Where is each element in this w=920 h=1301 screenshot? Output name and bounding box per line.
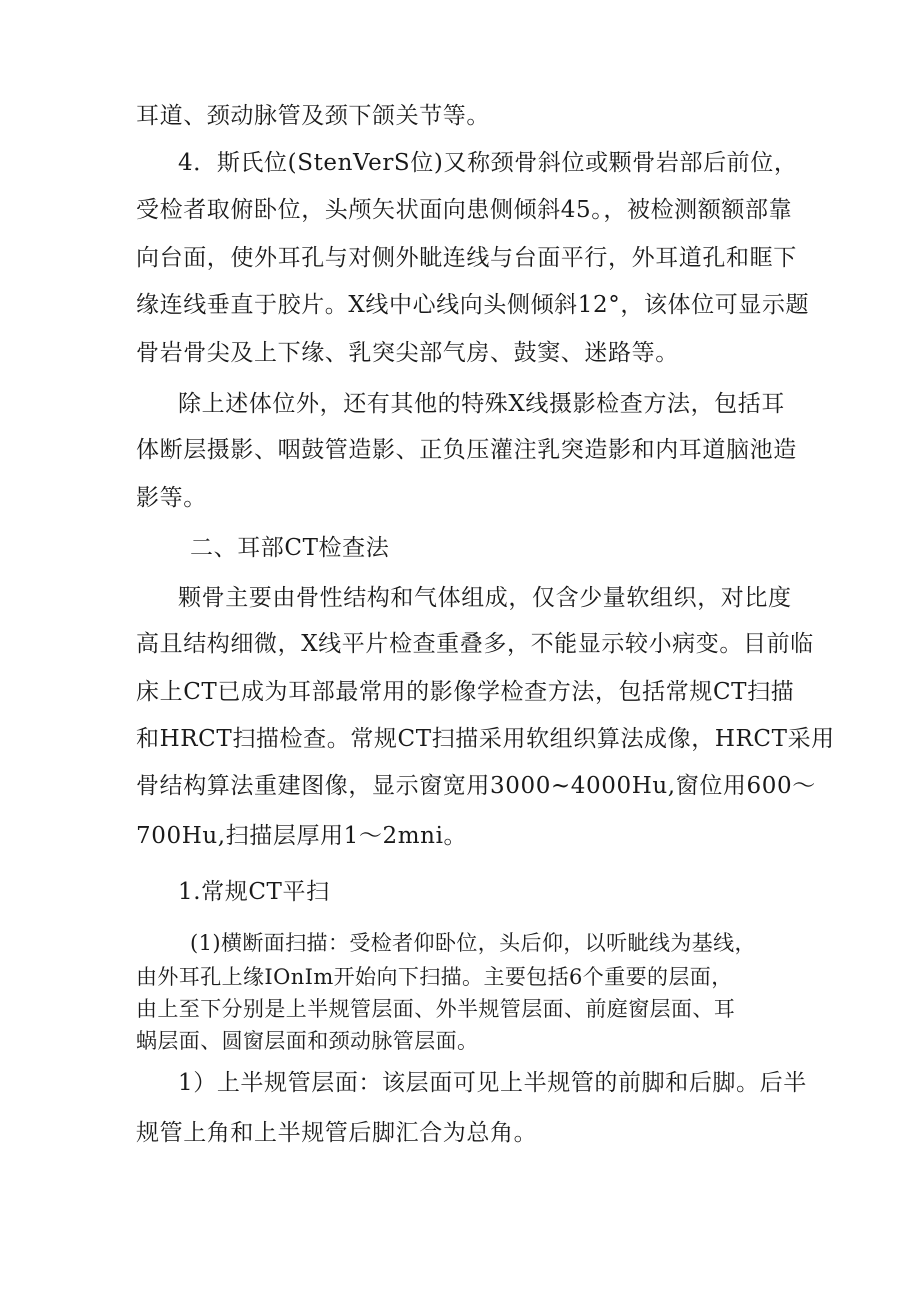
- text-line: 颗骨主要由骨性结构和气体组成，仅含少量软组织，对比度: [178, 585, 792, 611]
- text-line: 蜗层面、圆窗层面和颈动脉管层面。: [136, 1029, 479, 1053]
- text-line: 缘连线垂直于胶片。X线中心线向头侧倾斜12°，该体位可显示题: [136, 292, 810, 318]
- text-line: 骨结构算法重建图像，显示窗宽用3000~4000Hu,窗位用600～: [136, 773, 816, 799]
- text-line: 除上述体位外，还有其他的特殊X线摄影检查方法，包括耳: [178, 391, 785, 417]
- text-line: 体断层摄影、咽鼓管造影、正负压灌注乳突造影和内耳道脑池造: [136, 437, 797, 463]
- text-line: 和HRCT扫描检查。常规CT扫描采用软组织算法成像，HRCT采用: [136, 726, 835, 752]
- text-line: 向台面，使外耳孔与对侧外眦连线与台面平行，外耳道孔和眶下: [136, 245, 797, 271]
- text-line: 骨岩骨尖及上下缘、乳突尖部气房、鼓窦、迷路等。: [136, 340, 679, 366]
- text-line: 高且结构细微，X线平片检查重叠多，不能显示较小病变。目前临: [136, 631, 814, 657]
- text-line: 由外耳孔上缘IOnIm开始向下扫描。主要包括6个重要的层面，: [136, 965, 733, 989]
- text-line: 影等。: [136, 485, 207, 511]
- text-line: 4．斯氏位(StenVerS位)又称颈骨斜位或颗骨岩部后前位，: [178, 150, 798, 176]
- text-line: 耳道、颈动脉管及颈下颌关节等。: [136, 103, 490, 129]
- section-heading: 二、耳部CT检查法: [190, 535, 390, 561]
- text-line: (1)横断面扫描：受检者仰卧位，头后仰，以听眦线为基线，: [190, 931, 756, 955]
- text-line: 1）上半规管层面：该层面可见上半规管的前脚和后脚。后半: [178, 1070, 807, 1096]
- text-line: 受检者取俯卧位，头颅矢状面向患侧倾斜45。，被检测额额部靠: [136, 197, 793, 223]
- text-line: 由上至下分别是上半规管层面、外半规管层面、前庭窗层面、耳: [136, 997, 736, 1021]
- subsection-heading: 1.常规CT平扫: [178, 879, 330, 905]
- text-line: 床上CT已成为耳部最常用的影像学检查方法，包括常规CT扫描: [136, 679, 795, 705]
- text-line: 规管上角和上半规管后脚汇合为总角。: [136, 1120, 538, 1146]
- text-line: 700Hu,扫描层厚用1～2mni。: [136, 823, 468, 849]
